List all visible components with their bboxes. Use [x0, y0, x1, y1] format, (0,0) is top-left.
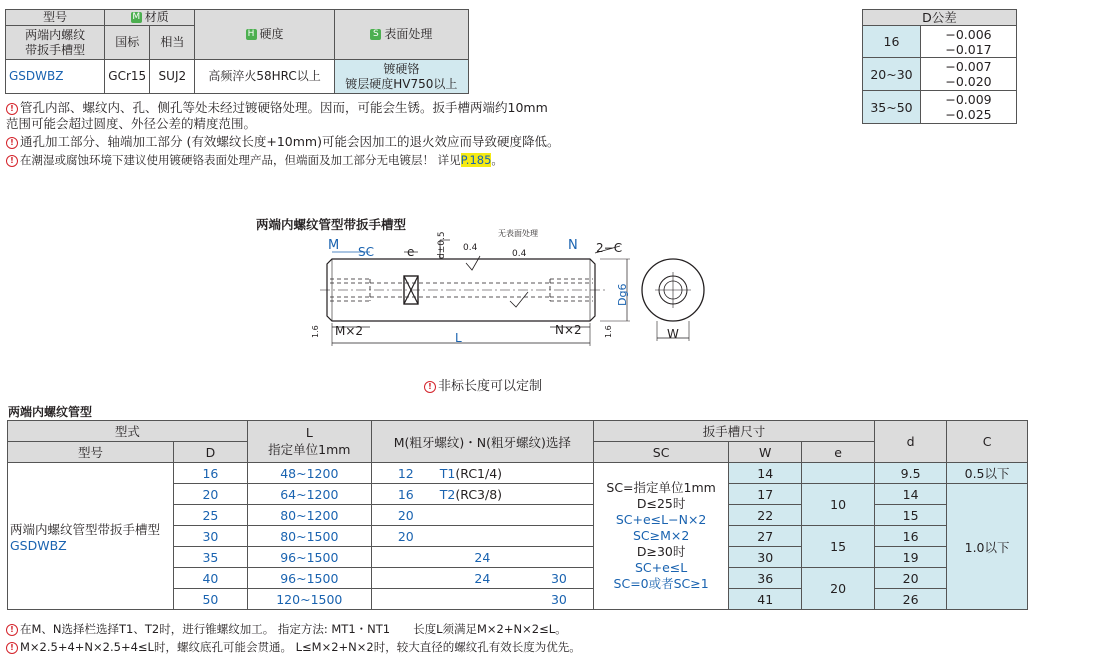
- svg-text:2−C: 2−C: [596, 241, 623, 255]
- svg-text:d±0.5: d±0.5: [437, 231, 447, 259]
- row-d: 9.5: [875, 463, 947, 484]
- row-W: 22: [729, 505, 802, 526]
- row-W: 36: [729, 568, 802, 589]
- row-L: 80~1500: [247, 526, 371, 547]
- drawing-title: 两端内螺纹管型带扳手槽型: [256, 217, 407, 232]
- tolerance-d: 16: [863, 26, 921, 58]
- row-m3: [525, 526, 594, 547]
- col-equivalent: 相当: [150, 26, 195, 60]
- row-d: 16: [875, 526, 947, 547]
- row-D: 20: [174, 484, 248, 505]
- h-W: W: [729, 442, 802, 463]
- c-group: 1.0以下: [947, 484, 1028, 610]
- note-1: ! 管孔内部、螺纹内、孔、侧孔等处未经过镀硬铬处理。因而，可能会生锈。扳手槽两端约10mm: [6, 100, 548, 115]
- section-title: 两端内螺纹管型: [8, 405, 93, 419]
- spec-table: [7, 420, 1028, 610]
- row-e: [802, 463, 875, 484]
- row-m1: 16: [371, 484, 440, 505]
- svg-text:1.6: 1.6: [604, 325, 613, 338]
- row-m2: [440, 505, 525, 526]
- tolerance-range: −0.006 −0.017: [921, 26, 1017, 58]
- row-W: 17: [729, 484, 802, 505]
- tolerance-header: D公差: [863, 10, 1017, 26]
- row-D: 50: [174, 589, 248, 610]
- tolerance-d: 35~50: [863, 91, 921, 124]
- tolerance-d: 20~30: [863, 58, 921, 91]
- note-1-cont: 范围可能会超过圆度、外径公差的精度范围。: [6, 116, 257, 131]
- row-taper: T1(RC1/4): [440, 463, 525, 484]
- warning-icon: !: [6, 642, 18, 654]
- warning-icon: !: [6, 103, 18, 115]
- row-C: 0.5以下: [947, 463, 1028, 484]
- tolerance-range: −0.007 −0.020: [921, 58, 1017, 91]
- row-D: 25: [174, 505, 248, 526]
- h-wrench: 扳手槽尺寸: [593, 421, 874, 442]
- row-L: 48~1200: [247, 463, 371, 484]
- h-model: 型号: [8, 442, 174, 463]
- h-MN: M(粗牙螺纹)・N(粗牙螺纹)选择: [371, 421, 593, 463]
- equivalent-material: SUJ2: [150, 60, 195, 94]
- row-m2: 24: [440, 547, 525, 568]
- d-tolerance-table: [862, 9, 1017, 124]
- svg-text:N: N: [568, 238, 578, 253]
- svg-text:1.6: 1.6: [311, 325, 320, 338]
- row-W: 27: [729, 526, 802, 547]
- note-2: ! 通孔加工部分、轴端加工部分 (有效螺纹长度+10mm)可能会因加工的退火效应而导致硬度降低。: [6, 134, 559, 149]
- row-L: 80~1200: [247, 505, 371, 526]
- h-badge-icon: H: [246, 29, 257, 40]
- h-C: C: [947, 421, 1028, 463]
- row-d: 19: [875, 547, 947, 568]
- hardness-value: 高频淬火58HRC以上: [195, 60, 334, 94]
- national-material: GCr15: [105, 60, 150, 94]
- row-D: 30: [174, 526, 248, 547]
- e-group-3: 20: [802, 568, 875, 610]
- pipe-drawing: [300, 226, 730, 351]
- bottom-note-2: ! M×2.5+4+N×2.5+4≤L时，螺纹底孔可能会贯通。 L≤M×2+N×2时，较大直径的螺纹孔有效长度为优先。: [6, 640, 581, 655]
- svg-text:Dg6: Dg6: [616, 283, 629, 306]
- warning-icon: !: [6, 624, 18, 636]
- h-D: D: [174, 442, 248, 463]
- svg-text:无表面处理: 无表面处理: [498, 229, 538, 238]
- warning-icon: !: [6, 155, 18, 167]
- row-m3: [525, 484, 594, 505]
- svg-text:M: M: [328, 238, 340, 253]
- row-m1: 12: [371, 463, 440, 484]
- row-m1: [371, 568, 440, 589]
- row-W: 30: [729, 547, 802, 568]
- row-m3: [525, 547, 594, 568]
- col-hardness: H 硬度: [195, 10, 334, 60]
- tolerance-range: −0.009 −0.025: [921, 91, 1017, 124]
- row-m3: 30: [525, 589, 594, 610]
- note-3: ! 在潮湿或腐蚀环境下建议使用镀硬铬表面处理产品，但端面及加工部分无电镀层！ 详见P.185。: [6, 153, 503, 168]
- h-d: d: [875, 421, 947, 463]
- surface-value: 镀硬铬 镀层硬度HV750以上: [334, 60, 468, 94]
- row-L: 96~1500: [247, 547, 371, 568]
- m-badge-icon: M: [132, 12, 141, 22]
- row-W: 14: [729, 463, 802, 484]
- material-table: [5, 9, 469, 94]
- row-m1: 20: [371, 505, 440, 526]
- page-link[interactable]: P.185: [460, 153, 492, 167]
- custom-length-note: ! 非标长度可以定制: [424, 375, 542, 394]
- model-code: GSDWBZ: [6, 60, 105, 94]
- col-national: 国标: [105, 26, 150, 60]
- row-d: 14: [875, 484, 947, 505]
- row-taper: T2(RC3/8): [440, 484, 525, 505]
- warning-icon: !: [424, 381, 436, 393]
- row-W: 41: [729, 589, 802, 610]
- row-m1: [371, 589, 440, 610]
- row-m1: 20: [371, 526, 440, 547]
- svg-text:M×2: M×2: [335, 324, 364, 338]
- h-SC: SC: [593, 442, 728, 463]
- sc-rule-cell: SC=指定单位1mm D≤25时 SC+e≤L−N×2 SC≥M×2 D≥30时 SC+e≤L SC=0或者SC≥1: [593, 463, 728, 610]
- h-L: L 指定单位1mm: [247, 421, 371, 463]
- warning-icon: !: [6, 137, 18, 149]
- row-d: 15: [875, 505, 947, 526]
- svg-text:0.4: 0.4: [463, 243, 478, 253]
- type-cell: 两端内螺纹管型带扳手槽型 GSDWBZ: [8, 463, 174, 610]
- h-e: e: [802, 442, 875, 463]
- s-badge-icon: S: [370, 29, 381, 40]
- row-m1: [371, 547, 440, 568]
- row-D: 16: [174, 463, 248, 484]
- h-type: 型式: [8, 421, 248, 442]
- row-m3: [525, 505, 594, 526]
- row-m3: [525, 463, 594, 484]
- col-material: M 材质: [105, 10, 195, 26]
- row-L: 96~1500: [247, 568, 371, 589]
- svg-text:e: e: [407, 245, 415, 259]
- svg-text:W: W: [667, 327, 679, 341]
- row-L: 120~1500: [247, 589, 371, 610]
- col-model: 型号: [6, 10, 105, 26]
- bottom-note-1: ! 在M、N选择栏选择T1、T2时，进行锥螺纹加工。 指定方法: MT1・NT1 长度L须满足M×2+N×2≤L。: [6, 622, 567, 637]
- svg-text:L: L: [455, 331, 462, 345]
- e-group-2: 15: [802, 526, 875, 568]
- row-m3: 30: [525, 568, 594, 589]
- row-D: 35: [174, 547, 248, 568]
- type-name-cell: 两端内螺纹 带扳手槽型: [6, 26, 105, 60]
- col-surface: S 表面处理: [334, 10, 468, 60]
- row-D: 40: [174, 568, 248, 589]
- row-d: 20: [875, 568, 947, 589]
- row-m2: 24: [440, 568, 525, 589]
- row-L: 64~1200: [247, 484, 371, 505]
- svg-text:SC: SC: [358, 245, 374, 259]
- row-m2: [440, 589, 525, 610]
- svg-text:N×2: N×2: [555, 323, 582, 337]
- row-m2: [440, 526, 525, 547]
- e-group-1: 10: [802, 484, 875, 526]
- row-d: 26: [875, 589, 947, 610]
- svg-text:0.4: 0.4: [512, 249, 527, 259]
